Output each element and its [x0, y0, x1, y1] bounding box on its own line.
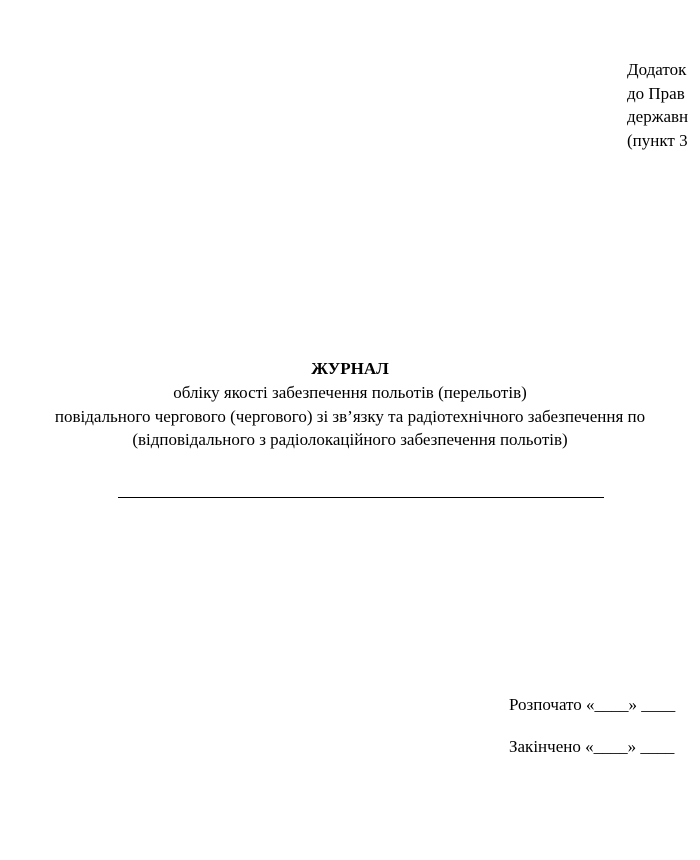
journal-subtitle-line: обліку якості забезпечення польотів (перельотів): [173, 383, 527, 402]
journal-subtitle-line: (відповідального з радіолокаційного забезпечення польотів): [132, 430, 568, 449]
journal-subtitle-line: повідального чергового (чергового) зі зв’язку та радіотехнічного забезпечення по: [54, 407, 646, 426]
annex-line: державн: [627, 107, 689, 126]
annex-line: до Прав: [627, 83, 685, 103]
annex-line: Додаток: [627, 60, 687, 79]
annex-line: (пункт 3: [627, 130, 688, 150]
blank-underline: [118, 497, 604, 498]
journal-title: ЖУРНАЛ: [311, 359, 389, 378]
started-date-line: Розпочато «____» ____: [509, 695, 676, 714]
finished-date-line: Закінчено «____» ____: [509, 737, 675, 756]
annex-note: [627, 58, 688, 152]
